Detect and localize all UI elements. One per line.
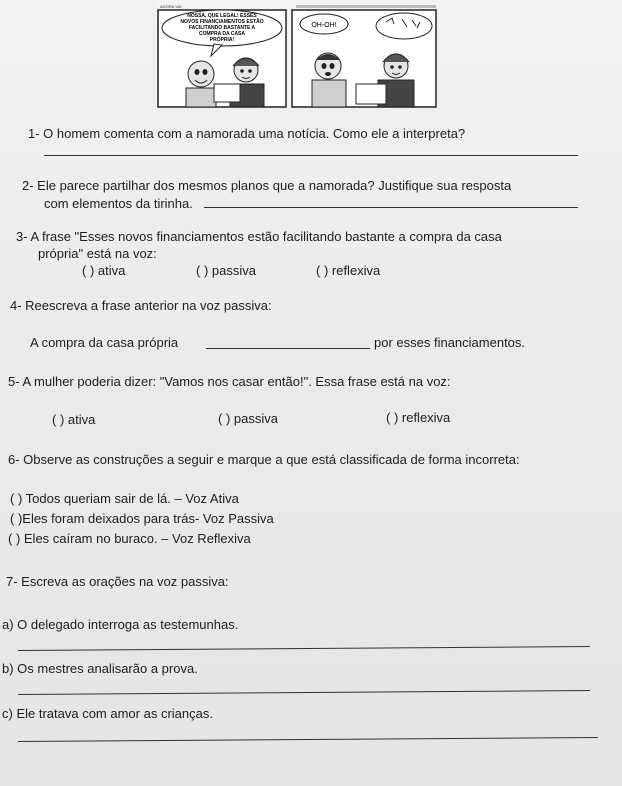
panel1-speech-line: FACILITANDO BASTANTE A: [188, 25, 256, 31]
q6-item-1[interactable]: ( ) Todos queriam sair de lá. – Voz Ativa: [10, 491, 239, 506]
comic-panel-1: [158, 10, 286, 107]
q5-option-passiva[interactable]: ( ) passiva: [218, 411, 278, 426]
comic-header: AGORA VAI: [160, 4, 182, 9]
question-2: 2- Ele parece partilhar dos mesmos planos que a namorada? Justifique sua resposta: [22, 178, 512, 193]
q5-option-reflexiva[interactable]: ( ) reflexiva: [386, 410, 451, 425]
question-6: 6- Observe as construções a seguir e marque a que está classificada de forma incorreta:: [8, 452, 520, 467]
q4-sentence-start: A compra da casa própria: [30, 335, 179, 350]
q7-item-a: a) O delegado interroga as testemunhas.: [2, 617, 239, 632]
panel1-speech-line: COMPRA DA CASA: [198, 31, 246, 37]
answer-line-q7b: [18, 690, 590, 695]
question-2-cont: com elementos da tirinha.: [44, 196, 193, 211]
answer-line-q7a: [18, 646, 590, 651]
q3-option-reflexiva[interactable]: ( ) reflexiva: [316, 263, 381, 278]
question-7: 7- Escreva as orações na voz passiva:: [6, 574, 229, 589]
panel2-speech: OH-OH!: [311, 22, 337, 29]
q6-item-2[interactable]: ( )Eles foram deixados para trás- Voz Passiva: [10, 511, 274, 526]
panel1-speech-line: NOVOS FINANCIAMENTOS ESTÃO: [180, 19, 264, 25]
question-4: 4- Reescreva a frase anterior na voz passiva:: [10, 298, 272, 313]
answer-line-q4: [206, 348, 370, 349]
question-5: 5- A mulher poderia dizer: "Vamos nos casar então!". Essa frase está na voz:: [8, 374, 451, 389]
answer-line-q7c: [18, 737, 598, 742]
panel1-speech-line: NOSSA, QUE LEGAL! ESSES: [187, 13, 257, 19]
q5-option-ativa[interactable]: ( ) ativa: [52, 412, 96, 427]
q6-item-3[interactable]: ( ) Eles caíram no buraco. – Voz Reflexiva: [8, 531, 251, 546]
q7-item-c: c) Ele tratava com amor as crianças.: [2, 706, 213, 721]
answer-line-q2: [204, 207, 578, 208]
question-3-cont: própria" está na voz:: [38, 246, 157, 261]
comic-panel-2: [292, 10, 436, 107]
q3-option-passiva[interactable]: ( ) passiva: [196, 263, 256, 278]
q7-item-b: b) Os mestres analisarão a prova.: [2, 661, 198, 676]
q3-option-ativa[interactable]: ( ) ativa: [82, 263, 126, 278]
question-3: 3- A frase "Esses novos financiamentos estão facilitando bastante a compra da casa: [16, 229, 502, 244]
panel1-speech-line: PRÓPRIA!: [209, 37, 235, 43]
q4-sentence-end: por esses financiamentos.: [374, 335, 526, 350]
comic-strip: [156, 0, 438, 108]
question-1: 1- O homem comenta com a namorada uma notícia. Como ele a interpreta?: [28, 126, 466, 141]
answer-line-q1: [44, 155, 578, 156]
